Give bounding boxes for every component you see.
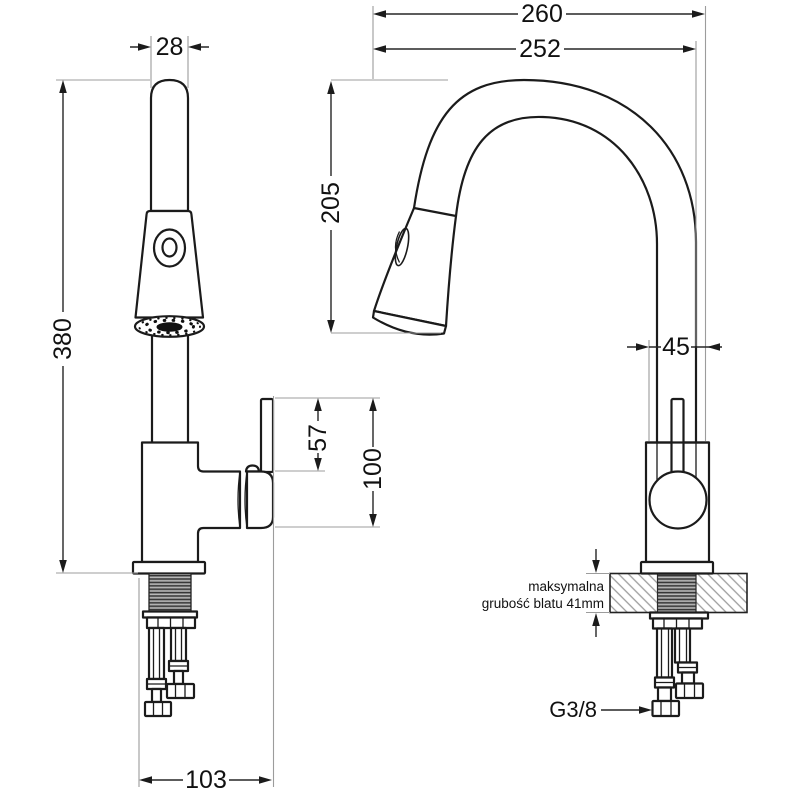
dim-label-overall-height: 380 (49, 318, 77, 360)
dim-label-overall-depth: 260 (521, 0, 563, 28)
front-spray-button-inner (163, 239, 177, 257)
side-threaded-stem (658, 574, 697, 613)
countertop-note-line2: grubość blatu 41mm (481, 596, 604, 611)
front-threaded-stem (149, 574, 191, 612)
dim-label-base-width: 103 (185, 766, 227, 794)
dim-label-handle-height: 100 (359, 448, 387, 490)
countertop-note-line1: maksymalna (528, 579, 604, 594)
dim-label-body-depth: 45 (662, 333, 690, 361)
front-spout-head (151, 80, 188, 211)
front-handle-hub (247, 472, 273, 529)
side-fitting-block (653, 619, 702, 629)
side-mounting-flange (641, 562, 713, 574)
dim-label-spout-height: 205 (317, 182, 345, 224)
front-mounting-flange (133, 562, 205, 574)
front-aerator-core (157, 322, 183, 332)
dim-label-spout-width: 28 (155, 33, 184, 61)
supply-hose-nut-g38 (653, 701, 680, 716)
dim-label-handle-upper-offset: 57 (304, 424, 332, 452)
side-ball-joint (650, 472, 707, 529)
dim-label-spout-reach: 252 (519, 35, 561, 63)
front-handle-lever (261, 399, 273, 472)
side-handle-lever (672, 399, 684, 479)
front-riser-pipe (152, 335, 188, 444)
thread-connection-label: G3/8 (549, 697, 597, 722)
